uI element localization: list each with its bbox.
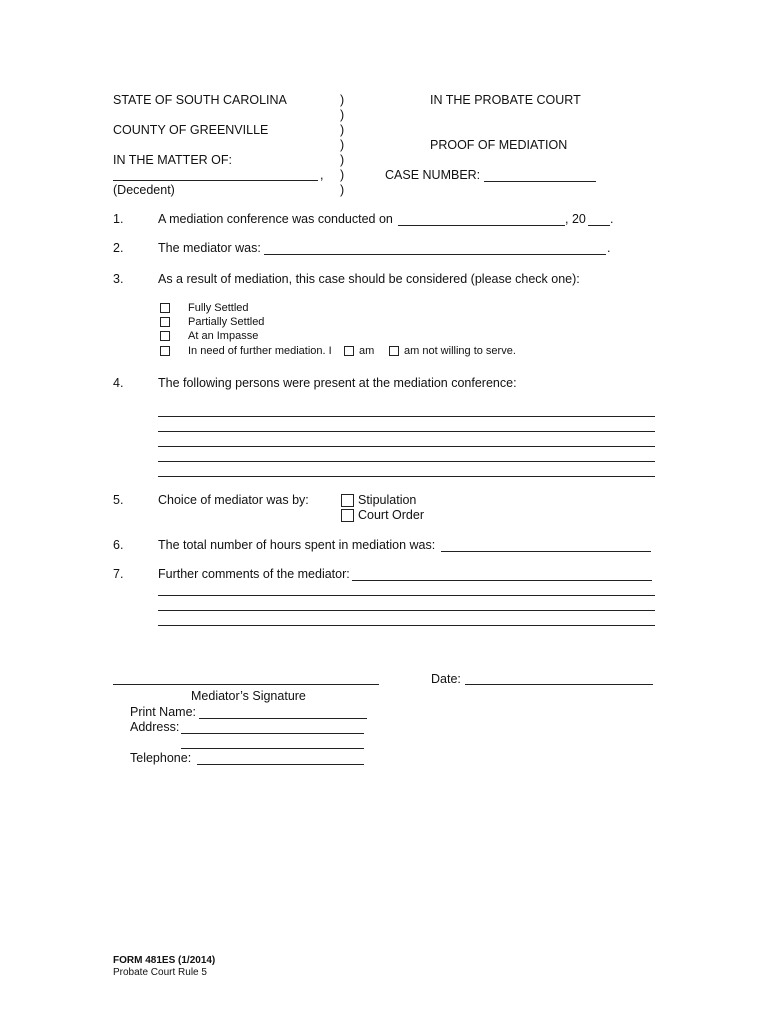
not-willing-checkbox[interactable] <box>389 346 399 356</box>
item-5-text: Choice of mediator was by: <box>158 493 309 507</box>
document-title: PROOF OF MEDIATION <box>430 138 568 152</box>
divider-paren: ) <box>340 108 345 122</box>
signature-label: Mediator’s Signature <box>191 689 306 703</box>
telephone-label: Telephone: <box>130 751 192 765</box>
divider-paren: ) <box>340 123 345 137</box>
divider-paren: ) <box>340 183 345 197</box>
print-name-label: Print Name: <box>130 705 196 719</box>
case-number-label: CASE NUMBER: <box>385 168 481 182</box>
item-2-period: . <box>607 241 611 255</box>
fully-settled-checkbox[interactable] <box>160 303 170 313</box>
stipulation-checkbox[interactable] <box>341 494 354 507</box>
stipulation-label: Stipulation <box>358 493 417 507</box>
further-mediation-label: In need of further mediation. I <box>188 345 332 357</box>
court-order-label: Court Order <box>358 508 424 522</box>
attendee-line[interactable] <box>158 476 655 477</box>
item-7-number: 7. <box>113 567 124 581</box>
item-6-number: 6. <box>113 538 124 552</box>
comments-line[interactable] <box>158 625 655 626</box>
year-prefix: , 20 <box>565 212 586 226</box>
attendee-line[interactable] <box>158 416 655 417</box>
case-number-field[interactable] <box>484 181 596 182</box>
court-label: IN THE PROBATE COURT <box>430 93 581 107</box>
mediation-date-field[interactable] <box>398 225 565 226</box>
form-number: FORM 481ES (1/2014) <box>113 955 216 966</box>
decedent-comma: , <box>320 168 324 182</box>
divider-paren: ) <box>340 138 345 152</box>
mediation-year-field[interactable] <box>588 225 610 226</box>
divider-paren: ) <box>340 153 345 167</box>
further-mediation-checkbox[interactable] <box>160 346 170 356</box>
item-2-text: The mediator was: <box>158 241 261 255</box>
item-1-number: 1. <box>113 212 124 226</box>
fully-settled-label: Fully Settled <box>188 302 249 314</box>
item-1-text: A mediation conference was conducted on <box>158 212 393 226</box>
willing-checkbox[interactable] <box>344 346 354 356</box>
item-3-number: 3. <box>113 272 124 286</box>
divider-paren: ) <box>340 93 345 107</box>
comments-field[interactable] <box>352 580 652 581</box>
item-5-number: 5. <box>113 493 124 507</box>
item-4-number: 4. <box>113 376 124 390</box>
item-4-text: The following persons were present at the mediation conference: <box>158 376 517 390</box>
attendee-line[interactable] <box>158 446 655 447</box>
address-field-line-2[interactable] <box>181 748 364 749</box>
item-2-number: 2. <box>113 241 124 255</box>
court-order-checkbox[interactable] <box>341 509 354 522</box>
court-rule: Probate Court Rule 5 <box>113 967 207 978</box>
telephone-field[interactable] <box>197 764 364 765</box>
willing-label: am <box>359 345 375 357</box>
item-7-text: Further comments of the mediator: <box>158 567 350 581</box>
signature-line[interactable] <box>113 684 379 685</box>
impasse-label: At an Impasse <box>188 330 259 342</box>
decedent-name-field[interactable] <box>113 180 318 181</box>
address-field[interactable] <box>181 733 364 734</box>
mediator-name-field[interactable] <box>264 254 606 255</box>
address-label: Address: <box>130 720 180 734</box>
hours-field[interactable] <box>441 551 651 552</box>
impasse-checkbox[interactable] <box>160 331 170 341</box>
not-willing-label: am not willing to serve. <box>404 345 516 357</box>
matter-label: IN THE MATTER OF: <box>113 153 232 167</box>
comments-line[interactable] <box>158 595 655 596</box>
comments-line[interactable] <box>158 610 655 611</box>
print-name-field[interactable] <box>199 718 367 719</box>
partially-settled-checkbox[interactable] <box>160 317 170 327</box>
date-field[interactable] <box>465 684 653 685</box>
item-6-text: The total number of hours spent in mediation was: <box>158 538 436 552</box>
date-label: Date: <box>431 672 461 686</box>
decedent-label: (Decedent) <box>113 183 175 197</box>
partially-settled-label: Partially Settled <box>188 316 265 328</box>
attendee-line[interactable] <box>158 461 655 462</box>
state-label: STATE OF SOUTH CAROLINA <box>113 93 287 107</box>
item-3-text: As a result of mediation, this case should be considered (please check one): <box>158 272 580 286</box>
item-1-period: . <box>610 212 614 226</box>
divider-paren: ) <box>340 168 345 182</box>
county-label: COUNTY OF GREENVILLE <box>113 123 269 137</box>
attendee-line[interactable] <box>158 431 655 432</box>
